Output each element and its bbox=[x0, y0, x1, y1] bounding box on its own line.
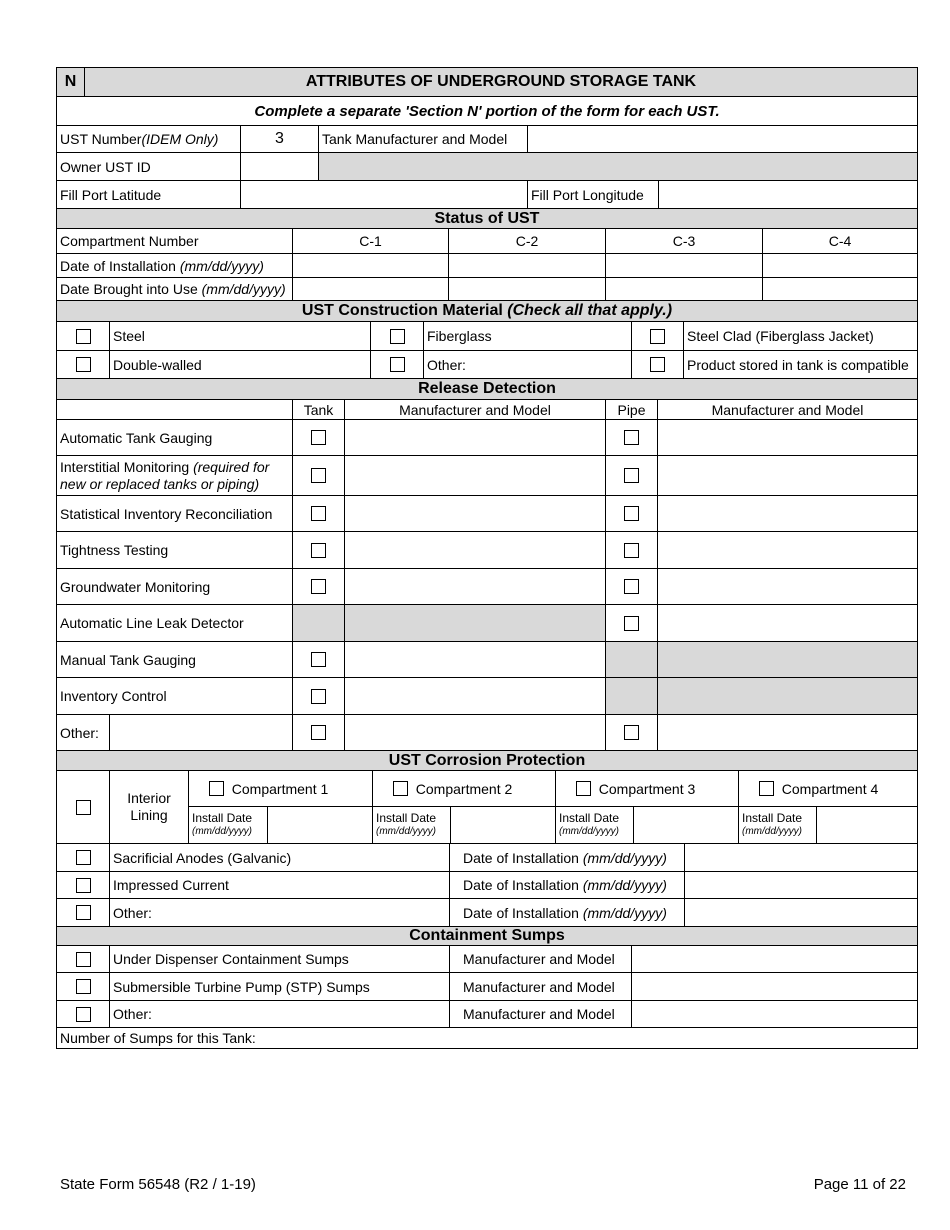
sir-pipe-checkbox[interactable] bbox=[624, 506, 639, 521]
release-other-field[interactable] bbox=[109, 715, 292, 750]
number-of-sumps-label[interactable]: Number of Sumps for this Tank: bbox=[60, 1030, 256, 1046]
use-date-c3[interactable] bbox=[605, 278, 762, 300]
other-pipe-mfr-field[interactable] bbox=[657, 715, 917, 750]
inventory-tank-mfr-field[interactable] bbox=[344, 678, 605, 714]
double-walled-cell bbox=[57, 351, 109, 378]
brought-into-use-label-text: Date Brought into Use bbox=[60, 281, 198, 297]
impressed-label: Impressed Current bbox=[109, 872, 449, 898]
tank-column-header: Tank bbox=[292, 400, 344, 419]
stp-label: Submersible Turbine Pump (STP) Sumps bbox=[109, 973, 449, 1000]
status-section-header bbox=[57, 208, 917, 228]
release-row-manual bbox=[57, 641, 917, 677]
inventory-control-label: Inventory Control bbox=[60, 688, 167, 704]
tightness-label: Tightness Testing bbox=[60, 542, 169, 558]
alld-pipe-mfr-field[interactable] bbox=[657, 605, 917, 641]
use-date-c2[interactable] bbox=[448, 278, 605, 300]
other-tank-mfr-field[interactable] bbox=[344, 715, 605, 750]
corrosion-other-checkbox[interactable] bbox=[76, 905, 91, 920]
lining-install-hint-4: (mm/dd/yyyy) bbox=[742, 826, 802, 837]
sacrificial-label: Sacrificial Anodes (Galvanic) bbox=[109, 844, 449, 871]
tightness-tank-cell bbox=[292, 532, 344, 568]
lining-compartments bbox=[188, 771, 917, 843]
interior-lining-cell bbox=[57, 771, 109, 843]
lining-comp2 bbox=[372, 771, 555, 806]
sacrificial-doi-label bbox=[449, 844, 684, 871]
lining-install-field-3[interactable] bbox=[633, 807, 738, 843]
lining-install-row bbox=[189, 807, 917, 843]
page-number: Page 11 of 22 bbox=[813, 1176, 906, 1193]
construction-section-header bbox=[57, 300, 917, 321]
section-subtitle-row bbox=[57, 96, 917, 125]
groundwater-pipe-cell bbox=[605, 569, 657, 604]
release-columns-row bbox=[57, 399, 917, 419]
release-row-interstitial bbox=[57, 455, 917, 495]
section-header bbox=[57, 68, 917, 96]
fiberglass-label: Fiberglass bbox=[423, 322, 631, 350]
corrosion-section-header bbox=[57, 750, 917, 770]
lining-comp2-checkbox[interactable] bbox=[393, 781, 408, 796]
groundwater-label: Groundwater Monitoring bbox=[60, 578, 211, 595]
under-dispenser-row bbox=[57, 945, 917, 972]
installation-date-hint: (mm/dd/yyyy) bbox=[179, 257, 264, 274]
lining-comp3-label: Compartment 3 bbox=[598, 780, 696, 797]
sumps-other-checkbox[interactable] bbox=[76, 1007, 91, 1022]
interior-lining-checkbox[interactable] bbox=[76, 800, 91, 815]
install-date-c1[interactable] bbox=[292, 254, 448, 277]
interstitial-label bbox=[57, 456, 292, 495]
install-date-c4[interactable] bbox=[762, 254, 917, 277]
compatible-cell bbox=[631, 351, 683, 378]
lining-comp4 bbox=[738, 771, 917, 806]
interstitial-label-text: Interstitial Monitoring bbox=[60, 458, 194, 475]
atg-tank-mfr-field[interactable] bbox=[344, 420, 605, 455]
steel-label: Steel bbox=[109, 322, 370, 350]
tightness-pipe-mfr-field[interactable] bbox=[657, 532, 917, 568]
lining-install-field-1[interactable] bbox=[267, 807, 372, 843]
interstitial-tank-checkbox[interactable] bbox=[311, 468, 326, 483]
other-material-cell bbox=[370, 351, 423, 378]
lining-install-hint-2: (mm/dd/yyyy) bbox=[376, 826, 436, 837]
stp-checkbox[interactable] bbox=[76, 979, 91, 994]
lining-install-label-2-text: Install Date bbox=[376, 811, 437, 825]
tightness-pipe-cell bbox=[605, 532, 657, 568]
alld-pipe-checkbox[interactable] bbox=[624, 616, 639, 631]
atg-tank-checkbox[interactable] bbox=[311, 430, 326, 445]
pipe-mfr-column-header: Manufacturer and Model bbox=[657, 400, 917, 419]
interstitial-tank-cell bbox=[292, 456, 344, 495]
compartment-number-row bbox=[57, 228, 917, 253]
groundwater-tank-cell bbox=[292, 569, 344, 604]
double-walled-checkbox[interactable] bbox=[76, 357, 91, 372]
alld-label: Automatic Line Leak Detector bbox=[60, 615, 244, 631]
sacrificial-checkbox[interactable] bbox=[76, 850, 91, 865]
other-pipe-cell bbox=[605, 715, 657, 750]
construction-row-2 bbox=[57, 350, 917, 378]
install-date-c3[interactable] bbox=[605, 254, 762, 277]
steel-clad-checkbox[interactable] bbox=[650, 329, 665, 344]
construction-row-1 bbox=[57, 321, 917, 350]
lining-install-field-4[interactable] bbox=[816, 807, 917, 843]
ust-number-row bbox=[57, 125, 917, 152]
sir-tank-mfr-field[interactable] bbox=[344, 496, 605, 531]
brought-into-use-row bbox=[57, 277, 917, 300]
section-subtitle: Complete a separate 'Section N' portion of the form for each UST. bbox=[254, 102, 720, 120]
atg-label: Automatic Tank Gauging bbox=[60, 429, 213, 446]
installation-date-row bbox=[57, 253, 917, 277]
stp-row bbox=[57, 972, 917, 1000]
inventory-tank-checkbox[interactable] bbox=[311, 689, 326, 704]
sir-pipe-cell bbox=[605, 496, 657, 531]
compatible-label: Product stored in tank is compatible bbox=[683, 351, 917, 378]
stp-mfr-label: Manufacturer and Model bbox=[449, 973, 631, 1000]
sir-label: Statistical Inventory Reconciliation bbox=[60, 505, 273, 522]
form-number: State Form 56548 (R2 / 1-19) bbox=[60, 1176, 256, 1193]
sacrificial-doi-field[interactable] bbox=[684, 844, 917, 871]
manual-gauging-label: Manual Tank Gauging bbox=[60, 651, 196, 668]
under-dispenser-cell bbox=[57, 946, 109, 972]
other-material-checkbox[interactable] bbox=[390, 357, 405, 372]
corrosion-other-row bbox=[57, 898, 917, 926]
lining-comp2-label: Compartment 2 bbox=[415, 780, 513, 797]
atg-tank-cell bbox=[292, 420, 344, 455]
under-dispenser-mfr-field[interactable] bbox=[631, 946, 917, 972]
installation-date-label bbox=[57, 254, 292, 277]
lining-comp1-label: Compartment 1 bbox=[231, 780, 329, 797]
lining-install-label-1-text: Install Date bbox=[192, 811, 253, 825]
lining-comp1-checkbox[interactable] bbox=[209, 781, 224, 796]
under-dispenser-checkbox[interactable] bbox=[76, 952, 91, 967]
impressed-cell bbox=[57, 872, 109, 898]
corrosion-other-doi-hint: (mm/dd/yyyy) bbox=[582, 904, 667, 921]
release-row-tightness bbox=[57, 531, 917, 568]
owner-id-shaded bbox=[318, 153, 917, 180]
groundwater-tank-checkbox[interactable] bbox=[311, 579, 326, 594]
stp-mfr-field[interactable] bbox=[631, 973, 917, 1000]
under-dispenser-mfr-label: Manufacturer and Model bbox=[449, 946, 631, 972]
ust-number-field[interactable]: 3 bbox=[240, 126, 318, 152]
stp-cell bbox=[57, 973, 109, 1000]
release-row-alld bbox=[57, 604, 917, 641]
sumps-other-label: Other: bbox=[109, 1001, 449, 1027]
release-blank-header bbox=[57, 400, 292, 419]
compartment-c3: C-3 bbox=[605, 229, 762, 253]
lining-comp3-checkbox[interactable] bbox=[576, 781, 591, 796]
impressed-doi-label-text: Date of Installation bbox=[463, 877, 579, 893]
compartment-c4: C-4 bbox=[762, 229, 917, 253]
sir-tank-cell bbox=[292, 496, 344, 531]
section-title: ATTRIBUTES OF UNDERGROUND STORAGE TANK bbox=[84, 68, 917, 96]
alld-tank-shaded bbox=[292, 605, 344, 641]
tank-mfr-column-header: Manufacturer and Model bbox=[344, 400, 605, 419]
lining-install-label-3 bbox=[555, 807, 633, 843]
impressed-doi-hint: (mm/dd/yyyy) bbox=[582, 877, 667, 893]
lining-comp4-label: Compartment 4 bbox=[781, 780, 879, 797]
use-date-c4[interactable] bbox=[762, 278, 917, 300]
corrosion-other-doi-label bbox=[449, 899, 684, 926]
owner-ust-id-field[interactable] bbox=[240, 153, 318, 180]
manual-tank-mfr-field[interactable] bbox=[344, 642, 605, 677]
manual-tank-checkbox[interactable] bbox=[311, 652, 326, 667]
sumps-section-header bbox=[57, 926, 917, 945]
lining-install-label-1 bbox=[189, 807, 267, 843]
pipe-column-header: Pipe bbox=[605, 400, 657, 419]
corrosion-other-label: Other: bbox=[109, 899, 449, 926]
groundwater-pipe-mfr-field[interactable] bbox=[657, 569, 917, 604]
lining-install-label-4-text: Install Date bbox=[742, 811, 803, 825]
sacrificial-cell bbox=[57, 844, 109, 871]
ust-number-label-text: UST Number bbox=[60, 131, 142, 147]
impressed-checkbox[interactable] bbox=[76, 878, 91, 893]
fill-port-longitude-field[interactable] bbox=[658, 181, 917, 208]
fill-port-latitude-field[interactable] bbox=[240, 181, 527, 208]
impressed-doi-label bbox=[449, 872, 684, 898]
use-date-c1[interactable] bbox=[292, 278, 448, 300]
fiberglass-cell bbox=[370, 322, 423, 350]
lining-comp4-checkbox[interactable] bbox=[759, 781, 774, 796]
lining-comp1 bbox=[189, 771, 372, 806]
groundwater-tank-mfr-field[interactable] bbox=[344, 569, 605, 604]
sacrificial-doi-label-text: Date of Installation bbox=[463, 849, 579, 866]
sumps-other-cell bbox=[57, 1001, 109, 1027]
ust-number-hint: (IDEM Only) bbox=[141, 131, 219, 147]
tightness-pipe-checkbox[interactable] bbox=[624, 543, 639, 558]
brought-into-use-label bbox=[57, 278, 292, 300]
sir-tank-checkbox[interactable] bbox=[311, 506, 326, 521]
groundwater-pipe-checkbox[interactable] bbox=[624, 579, 639, 594]
steel-checkbox[interactable] bbox=[76, 329, 91, 344]
brought-into-use-hint: (mm/dd/yyyy) bbox=[201, 281, 286, 297]
steel-clad-label: Steel Clad (Fiberglass Jacket) bbox=[683, 322, 917, 350]
installation-date-label-text: Date of Installation bbox=[60, 257, 176, 274]
sacrificial-doi-hint: (mm/dd/yyyy) bbox=[582, 849, 667, 866]
tightness-tank-checkbox[interactable] bbox=[311, 543, 326, 558]
double-walled-label: Double-walled bbox=[109, 351, 370, 378]
lining-install-hint-3: (mm/dd/yyyy) bbox=[559, 826, 619, 837]
tightness-tank-mfr-field[interactable] bbox=[344, 532, 605, 568]
sumps-title: Containment Sumps bbox=[57, 927, 917, 945]
under-dispenser-label: Under Dispenser Containment Sumps bbox=[109, 946, 449, 972]
interstitial-pipe-cell bbox=[605, 456, 657, 495]
tank-manufacturer-field[interactable] bbox=[527, 126, 917, 152]
interior-lining-label: Interior Lining bbox=[109, 771, 188, 843]
compartment-c1: C-1 bbox=[292, 229, 448, 253]
alld-pipe-cell bbox=[605, 605, 657, 641]
sacrificial-row bbox=[57, 843, 917, 871]
owner-ust-id-label: Owner UST ID bbox=[60, 158, 151, 175]
fiberglass-checkbox[interactable] bbox=[390, 329, 405, 344]
lining-install-field-2[interactable] bbox=[450, 807, 555, 843]
status-title: Status of UST bbox=[57, 209, 917, 228]
other-pipe-checkbox[interactable] bbox=[624, 725, 639, 740]
inventory-tank-cell bbox=[292, 678, 344, 714]
release-section-header bbox=[57, 378, 917, 399]
sumps-other-mfr-label: Manufacturer and Model bbox=[449, 1001, 631, 1027]
section-n-form bbox=[56, 67, 918, 1049]
construction-title-hint: (Check all that apply.) bbox=[507, 302, 673, 319]
sumps-other-row bbox=[57, 1000, 917, 1027]
inventory-pipe-mfr-shaded bbox=[657, 678, 917, 714]
sumps-other-mfr-field[interactable] bbox=[631, 1001, 917, 1027]
atg-pipe-mfr-field[interactable] bbox=[657, 420, 917, 455]
atg-pipe-checkbox[interactable] bbox=[624, 430, 639, 445]
alld-tank-mfr-shaded bbox=[344, 605, 605, 641]
lining-install-hint-1: (mm/dd/yyyy) bbox=[192, 826, 252, 837]
other-material-label: Other: bbox=[423, 351, 631, 378]
interstitial-tank-mfr-field[interactable] bbox=[344, 456, 605, 495]
interstitial-pipe-checkbox[interactable] bbox=[624, 468, 639, 483]
lining-install-label-2 bbox=[372, 807, 450, 843]
other-tank-cell bbox=[292, 715, 344, 750]
construction-title-text: UST Construction Material bbox=[301, 302, 503, 319]
lining-install-label-4 bbox=[738, 807, 816, 843]
manual-tank-cell bbox=[292, 642, 344, 677]
lining-compartment-row bbox=[189, 771, 917, 807]
fill-port-row bbox=[57, 180, 917, 208]
corrosion-other-doi-field[interactable] bbox=[684, 899, 917, 926]
corrosion-title: UST Corrosion Protection bbox=[57, 751, 917, 770]
corrosion-other-cell bbox=[57, 899, 109, 926]
release-row-other bbox=[57, 714, 917, 750]
sir-pipe-mfr-field[interactable] bbox=[657, 496, 917, 531]
steel-cell bbox=[57, 322, 109, 350]
section-letter: N bbox=[57, 68, 84, 96]
corrosion-other-doi-label-text: Date of Installation bbox=[463, 904, 579, 921]
compartment-c2: C-2 bbox=[448, 229, 605, 253]
manual-pipe-shaded bbox=[605, 642, 657, 677]
fill-port-longitude-label: Fill Port Longitude bbox=[527, 181, 658, 208]
interstitial-hint: (required for new or replaced tanks or piping) bbox=[60, 458, 270, 492]
inventory-pipe-shaded bbox=[605, 678, 657, 714]
release-row-inventory bbox=[57, 677, 917, 714]
tank-manufacturer-label: Tank Manufacturer and Model bbox=[318, 126, 527, 152]
interstitial-pipe-mfr-field[interactable] bbox=[657, 456, 917, 495]
ust-number-label bbox=[57, 126, 240, 152]
compatible-checkbox[interactable] bbox=[650, 357, 665, 372]
release-row-groundwater bbox=[57, 568, 917, 604]
impressed-doi-field[interactable] bbox=[684, 872, 917, 898]
interior-lining-row bbox=[57, 770, 917, 843]
release-title: Release Detection bbox=[57, 379, 917, 399]
atg-pipe-cell bbox=[605, 420, 657, 455]
steel-clad-cell bbox=[631, 322, 683, 350]
manual-pipe-mfr-shaded bbox=[657, 642, 917, 677]
release-other-label: Other: bbox=[60, 724, 99, 741]
release-row-sir bbox=[57, 495, 917, 531]
lining-comp3 bbox=[555, 771, 738, 806]
impressed-row bbox=[57, 871, 917, 898]
lining-install-label-3-text: Install Date bbox=[559, 811, 620, 825]
construction-title bbox=[57, 301, 917, 321]
fill-port-latitude-label: Fill Port Latitude bbox=[60, 186, 162, 203]
install-date-c2[interactable] bbox=[448, 254, 605, 277]
owner-id-row bbox=[57, 152, 917, 180]
number-of-sumps-row bbox=[57, 1027, 917, 1048]
other-tank-checkbox[interactable] bbox=[311, 725, 326, 740]
compartment-number-label: Compartment Number bbox=[60, 233, 199, 249]
release-row-atg bbox=[57, 419, 917, 455]
